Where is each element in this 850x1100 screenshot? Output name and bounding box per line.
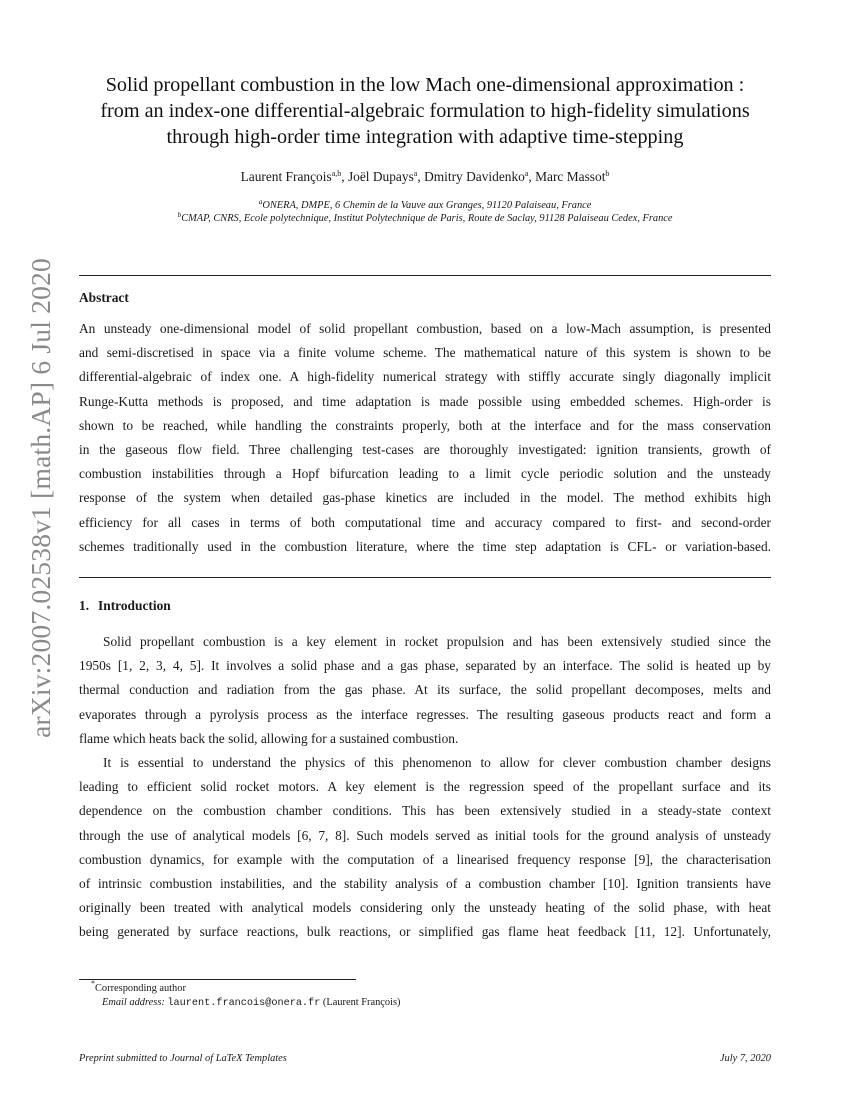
affiliation-mark: b	[177, 210, 182, 219]
abstract-line: response of the system when detailed gas-phase kinetics are included in the model. The method exhibits high	[79, 490, 771, 506]
arxiv-identifier-stamp	[9, 258, 73, 738]
footnote-corresponding-text: Corresponding author	[95, 983, 186, 994]
author-name: Laurent François	[240, 169, 332, 184]
paragraph-line: evaporates through a pyrolysis process as the interface regresses. The resulting gaseous products react and form a	[79, 706, 771, 722]
affiliation-mark: a	[258, 197, 263, 206]
paragraph-line: Solid propellant combustion is a key element in rocket propulsion and has been extensively studied since the	[103, 634, 771, 649]
footnote-mark: *	[91, 979, 95, 988]
section-title: Introduction	[98, 598, 171, 613]
author-name: Joël Dupays	[347, 169, 414, 184]
date-footer: July 7, 2020	[719, 1053, 771, 1064]
introduction-body	[79, 630, 771, 944]
abstract-line: An unsteady one-dimensional model of solid propellant combustion, based on a low-Mach assumption, is presented	[79, 321, 771, 336]
abstract-body	[79, 317, 771, 559]
abstract-line: Runge-Kutta methods is proposed, and time adaptation is made possible using embedded schemes. High-order is	[79, 393, 771, 409]
section-number: 1.	[79, 598, 90, 613]
preprint-footer: Preprint submitted to Journal of LaTeX Templates	[79, 1053, 287, 1064]
paragraph-line: It is essential to understand the physics of this phenomenon to allow for clever combustion chamber designs	[103, 754, 771, 770]
paragraph-line: dependence on the combustion chamber conditions. This has been extensively studied in a steady-state context	[79, 803, 771, 819]
paragraph-line: originally been treated with analytical models considering only the unsteady heating of the solid phase, with heat	[79, 900, 771, 916]
footnote-email	[102, 997, 401, 1009]
paragraph-line: combustion dynamics, for example with the computation of a linearised frequency response [9], the characterisation	[79, 851, 771, 867]
title-line: Solid propellant combustion in the low Mach one-dimensional approximation :	[105, 74, 745, 96]
abstract-heading: Abstract	[79, 290, 129, 305]
title-line: through high-order time integration with adaptive time-stepping	[166, 126, 684, 148]
abstract-line: in the gaseous flow field. Three challenging test-cases are thoroughly investigated: ignition transients, growth of	[79, 441, 771, 457]
title-line: from an index-one differential-algebraic formulation to high-fidelity simulations	[100, 100, 750, 122]
author-list: Laurent François$^{a,b}$, Joël Dupays$^a$, Dmitry Davidenko$^a$, Marc Massot$^b$	[240, 169, 610, 184]
author-affiliation-mark: a	[413, 169, 418, 178]
paragraph-line: of intrinsic combustion instabilities, and the stability analysis of a combustion chamber [10]. Ignition transients have	[79, 875, 771, 891]
abstract-line: schemes traditionally used in the combustion literature, where the time step adaptation is CFL- or variation-based.	[79, 538, 771, 554]
email-owner: (Laurent François)	[322, 997, 401, 1008]
author-name: Dmitry Davidenko	[424, 169, 525, 184]
abstract-line: shown to be reached, while handling the constraints properly, both at the interface and for the mass conservation	[79, 417, 771, 433]
author-affiliation-mark: a	[524, 169, 529, 178]
abstract-top-rule	[79, 275, 771, 276]
email-label: Email address:	[102, 997, 165, 1008]
paragraph-line: being generated by surface reactions, bulk reactions, or simplified gas flame heat feedback [11, 12]. Unfortunately,	[79, 924, 771, 940]
section-heading	[79, 598, 171, 614]
affiliation-b	[60, 210, 790, 224]
author-affiliation-mark: a,b	[331, 169, 342, 178]
abstract-line: differential-algebraic of index one. A high-fidelity numerical strategy with stiffly accurate singly diagonally implicit	[79, 369, 771, 385]
paper-title	[60, 72, 790, 150]
affiliation-text: CMAP, CNRS, Ecole polytechnique, Institut Polytechnique de Paris, Route de Saclay, 91128 Palaiseau Cedex, France	[181, 213, 673, 224]
paragraph-line: 1950s [1, 2, 3, 4, 5]. It involves a solid phase and a gas phase, separated by an interface. The solid is heated up by	[79, 658, 771, 674]
abstract-line: efficiency for all cases in terms of both computational time and accuracy compared to first- and second-order	[79, 514, 771, 530]
paragraph-line: thermal conduction and radiation from the gas phase. At its surface, the solid propellant decomposes, melts and	[79, 682, 771, 698]
abstract-bottom-rule	[79, 577, 771, 578]
affiliation-a	[60, 197, 790, 211]
footnote-corresponding	[91, 979, 186, 994]
paragraph-line: flame which heats back the solid, allowing for a sustained combustion.	[79, 730, 459, 746]
footnote-rule	[79, 979, 356, 980]
author-name: Marc Massot	[535, 169, 606, 184]
paragraph-line: leading to efficient solid rocket motors. A key element is the regression speed of the propellant surface and its	[79, 779, 771, 795]
email-address[interactable]: laurent.francois@onera.fr	[167, 998, 321, 1009]
author-affiliation-mark: b	[605, 169, 610, 178]
abstract-line: combustion instabilities through a Hopf bifurcation leading to a limit cycle periodic solution and the unsteady	[79, 466, 771, 482]
paragraph-line: through the use of analytical models [6, 7, 8]. Such models served as initial tools for the ground analysis of unsteady	[79, 827, 771, 843]
affiliation-text: ONERA, DMPE, 6 Chemin de la Vauve aux Granges, 91120 Palaiseau, France	[262, 200, 592, 211]
arxiv-identifier-text: arXiv:2007.02538v1 [math.AP] 6 Jul 2020	[25, 258, 57, 738]
abstract-line: and semi-discretised in space via a finite volume scheme. The mathematical nature of this system is shown to be	[79, 345, 771, 361]
